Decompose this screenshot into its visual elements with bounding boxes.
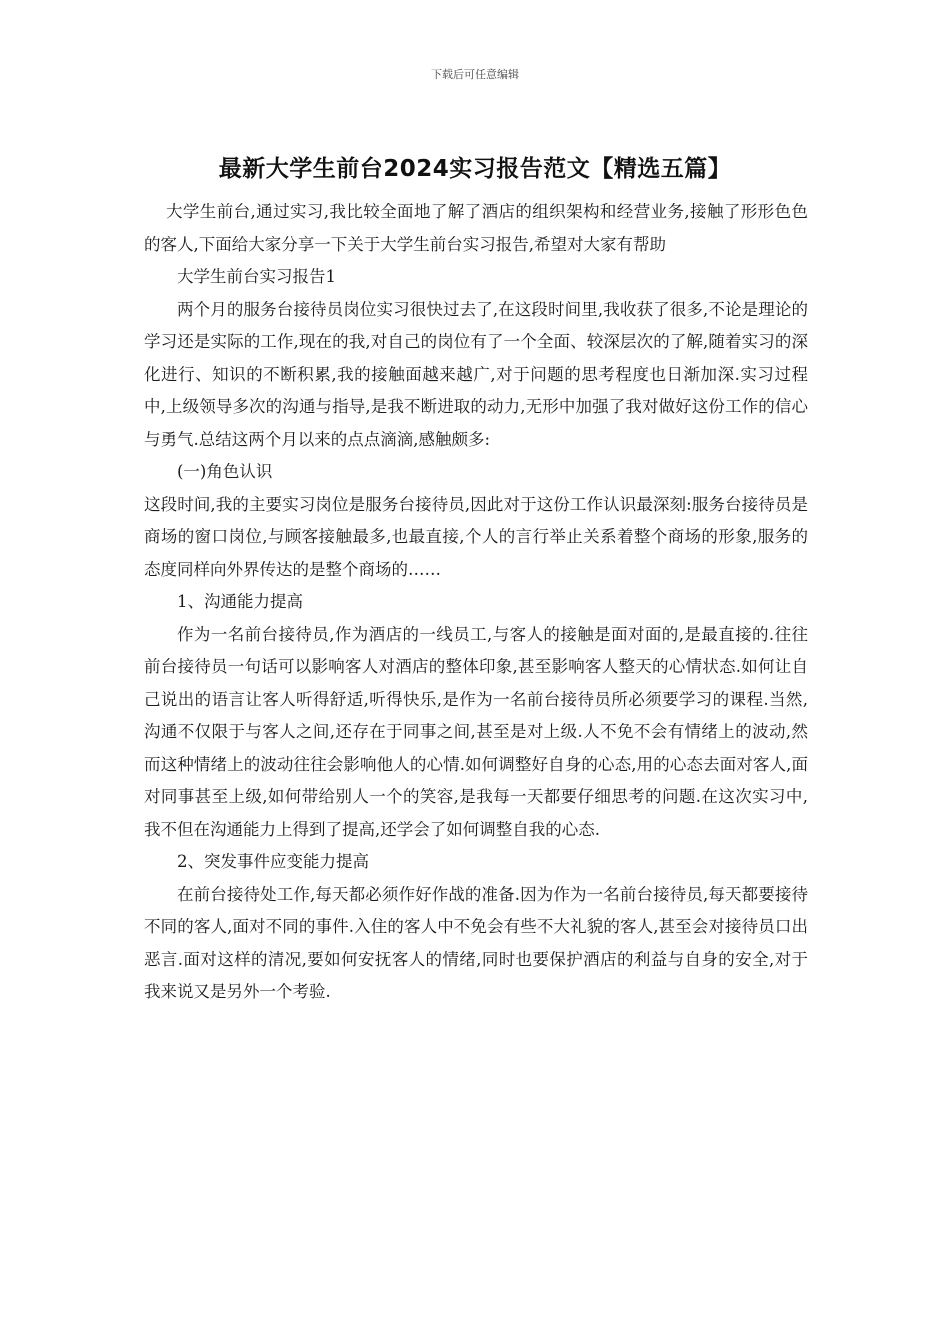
paragraph: 这段时间,我的主要实习岗位是服务台接待员,因此对于这份工作认识最深刻:服务台接待员是商场的窗口岗位,与顾客接触最多,也最直接,个人的言行举止关系着整个商场的形象,服务的态度同样向外界传达的是整个商场的…… [144, 494, 808, 579]
paragraph: 在前台接待处工作,每天都必须作好作战的准备.因为作为一名前台接待员,每天都要接待不同的客人,面对不同的事件.入住的客人中不免会有些不大礼貌的客人,甚至会对接待员口出恶言.面对这样的清况,要如何安抚客人的情绪,同时也要保护酒店的利益与自身的安全,对于我来说又是另外一个考验. [144, 884, 808, 1001]
paragraph: 两个月的服务台接待员岗位实习很快过去了,在这段时间里,我收获了很多,不论是理论的学习还是实际的工作,现在的我,对自己的岗位有了一个全面、较深层次的了解,随着实习的深化进行、知识的不断积累,我的接触面越来越广,对于问题的思考程度也日渐加深.实习过程中,上级领导多次的沟通与指导,是我不断进取的动力,无形中加强了我对做好这份工作的信心与勇气.总结这两个月以来的点点滴滴,感触颇多: [144, 299, 808, 449]
header-note: 下载后可任意编辑 [431, 68, 519, 81]
subheading-communication: 1、沟通能力提高 [177, 592, 303, 611]
subheading-emergency: 2、突发事件应变能力提高 [177, 852, 369, 871]
document-title: 最新大学生前台2024实习报告范文【精选五篇】 [218, 156, 732, 182]
intro-paragraph: 大学生前台,通过实习,我比较全面地了解了酒店的组织架构和经营业务,接触了形形色色的客人,下面给大家分享一下关于大学生前台实习报告,希望对大家有帮助 [144, 202, 808, 254]
paragraph: 作为一名前台接待员,作为酒店的一线员工,与客人的接触是面对面的,是最直接的.往往前台接待员一句话可以影响客人对酒店的整体印象,甚至影响客人整天的心情状态.如何让自己说出的语言让客人听得舒适,听得快乐,是作为一名前台接待员所必须要学习的课程.当然,沟通不仅限于与客人之间,还存在于同事之间,甚至是对上级.人不免不会有情绪上的波动,然而这种情绪上的波动往往会影响他人的心情.如何调整好自身的心态,用的心态去面对客人,面对同事甚至上级,如何带给别人一个的笑容,是我每一天都要仔细思考的问题.在这次实习中,我不但在沟通能力上得到了提高,还学会了如何调整自我的心态. [144, 624, 808, 839]
document-body [144, 196, 808, 1009]
section-heading-report-1: 大学生前台实习报告1 [177, 267, 336, 286]
subheading-role: (一)角色认识 [177, 462, 273, 481]
